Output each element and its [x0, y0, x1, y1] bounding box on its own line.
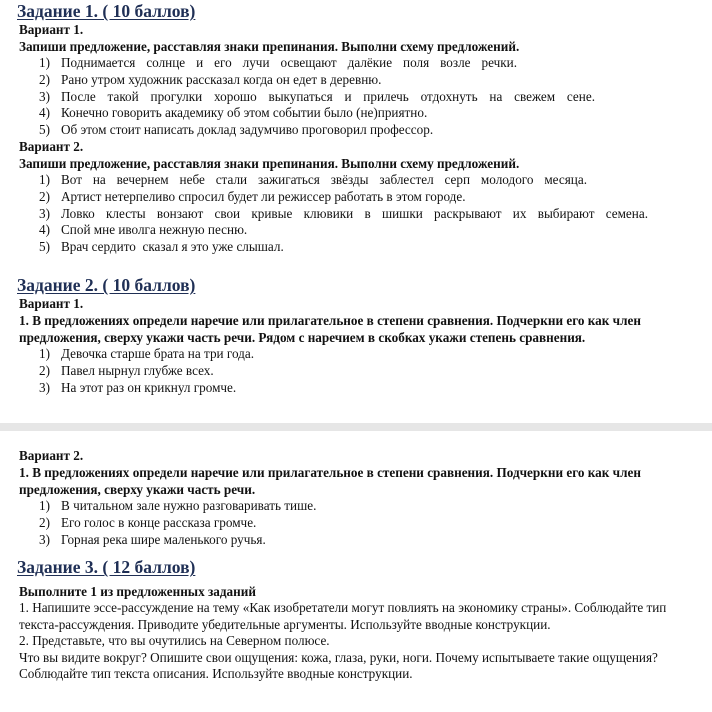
- task2-variant1-label: Вариант 1.: [19, 296, 84, 311]
- list-item: [39, 88, 712, 106]
- list-item: [39, 55, 712, 72]
- list-item: [39, 171, 712, 189]
- list-item: [39, 122, 712, 139]
- item-number: 3): [39, 205, 50, 221]
- item-number: 2): [39, 188, 50, 204]
- item-number: 1): [39, 498, 50, 513]
- list-item: [39, 239, 712, 256]
- item-text: Горная река шире маленького ручья.: [61, 531, 266, 547]
- task1-variant2-label: Вариант 2.: [19, 138, 84, 154]
- list-item: [39, 514, 712, 532]
- item-text: Вот на вечернем небе стали зажигаться звёзды заблестел серп молодого месяца.: [61, 171, 587, 187]
- item-number: 2): [39, 71, 50, 87]
- task2-variant2-label: Вариант 2.: [19, 448, 84, 463]
- task2-variant2-instruction: 1. В предложениях определи наречие или прилагательное в степени сравнения. Подчеркни его как член предложения, сверху укажи часть речи.: [19, 465, 641, 497]
- list-item: [39, 379, 712, 397]
- item-number: 4): [39, 105, 50, 121]
- task3-option1: 1. Напишите эссе-рассуждение на тему «Как изобретатели могут повлиять на экономику страны». Соблюдайте тип текста-рассуждения. Приводите убедительные аргументы. Используйте вводные конструкции.: [19, 600, 667, 632]
- task2-variant1-list: [0, 346, 712, 396]
- item-number: 5): [39, 122, 50, 138]
- item-number: 1): [39, 346, 50, 361]
- list-item: [39, 346, 712, 363]
- list-item: [39, 222, 712, 239]
- item-text: Павел нырнул глубже всех.: [61, 362, 214, 378]
- task3-subtitle: Выполните 1 из предложенных заданий: [19, 584, 256, 600]
- task1-section: [0, 0, 712, 256]
- item-number: 2): [39, 362, 50, 378]
- task2-section: [0, 274, 712, 396]
- item-text: Конечно говорить академику об этом событии было (не)приятно.: [61, 105, 428, 121]
- item-text: Его голос в конце рассказа громче.: [61, 514, 257, 530]
- item-text: Спой мне иволга нежную песню.: [61, 222, 248, 238]
- task2-variant1-instruction: 1. В предложениях определи наречие или прилагательное в степени сравнения. Подчеркни его как член предложения, сверху укажи часть речи. Рядом с наречием в скобках укажи степень сравнения.: [19, 313, 641, 345]
- task1-variant2-instruction: Запиши предложение, расставляя знаки препинания. Выполни схему предложений.: [19, 155, 520, 171]
- item-text: Рано утром художник рассказал когда он едет в деревню.: [61, 71, 382, 87]
- list-item: [39, 105, 712, 122]
- item-text: В читальном зале нужно разговаривать тише.: [61, 498, 317, 513]
- task1-variant1-instruction: Запиши предложение, расставляя знаки препинания. Выполни схему предложений.: [19, 39, 520, 54]
- item-text: Врач сердито сказал я это уже слышал.: [61, 239, 284, 255]
- task2-variant2-and-task3: [0, 448, 712, 682]
- list-item: [39, 188, 712, 206]
- task3-title: Задание 3. ( 12 баллов): [17, 557, 196, 578]
- task1-title: Задание 1. ( 10 баллов): [17, 1, 196, 21]
- item-number: 1): [39, 171, 50, 187]
- item-number: 4): [39, 222, 50, 238]
- list-item: [39, 362, 712, 380]
- list-item: [39, 71, 712, 89]
- list-item: [39, 531, 712, 549]
- item-number: 2): [39, 514, 50, 530]
- task1-variant1-list: [0, 55, 712, 139]
- task3-option2-line2: Что вы видите вокруг? Опишите свои ощущения: кожа, глаза, руки, ноги. Почему испытываете такие ощущения? Соблюдайте тип текста описания. Используйте вводные конструкции.: [19, 649, 658, 682]
- item-text: Ловко клесты вонзают свои кривые клювики в шишки раскрывают их выбирают семена.: [61, 205, 648, 221]
- list-item: [39, 498, 712, 515]
- item-text: После такой прогулки хорошо выкупаться и прилечь отдохнуть на свежем сене.: [61, 88, 595, 104]
- item-text: Поднимается солнце и его лучи освещают далёкие поля возле речки.: [61, 55, 517, 70]
- item-number: 3): [39, 379, 50, 395]
- item-number: 5): [39, 239, 50, 255]
- task1-variant2-list: [0, 172, 712, 256]
- task1-variant1-label: Вариант 1.: [19, 22, 84, 37]
- item-text: Девочка старше брата на три года.: [61, 346, 255, 361]
- task3-option2-line1: 2. Представьте, что вы очутились на Северном полюсе.: [19, 633, 330, 649]
- item-text: На этот раз он крикнул громче.: [61, 379, 237, 395]
- list-item: [39, 205, 712, 223]
- item-text: Об этом стоит написать доклад задумчиво проговорил профессор.: [61, 122, 434, 138]
- task2-title: Задание 2. ( 10 баллов): [17, 275, 196, 295]
- item-text: Артист нетерпеливо спросил будет ли режиссер работать в этом городе.: [61, 188, 466, 204]
- page-break-divider: [0, 423, 712, 431]
- task2-variant2-list: [0, 498, 712, 548]
- item-number: 3): [39, 88, 50, 104]
- item-number: 1): [39, 55, 50, 70]
- item-number: 3): [39, 531, 50, 547]
